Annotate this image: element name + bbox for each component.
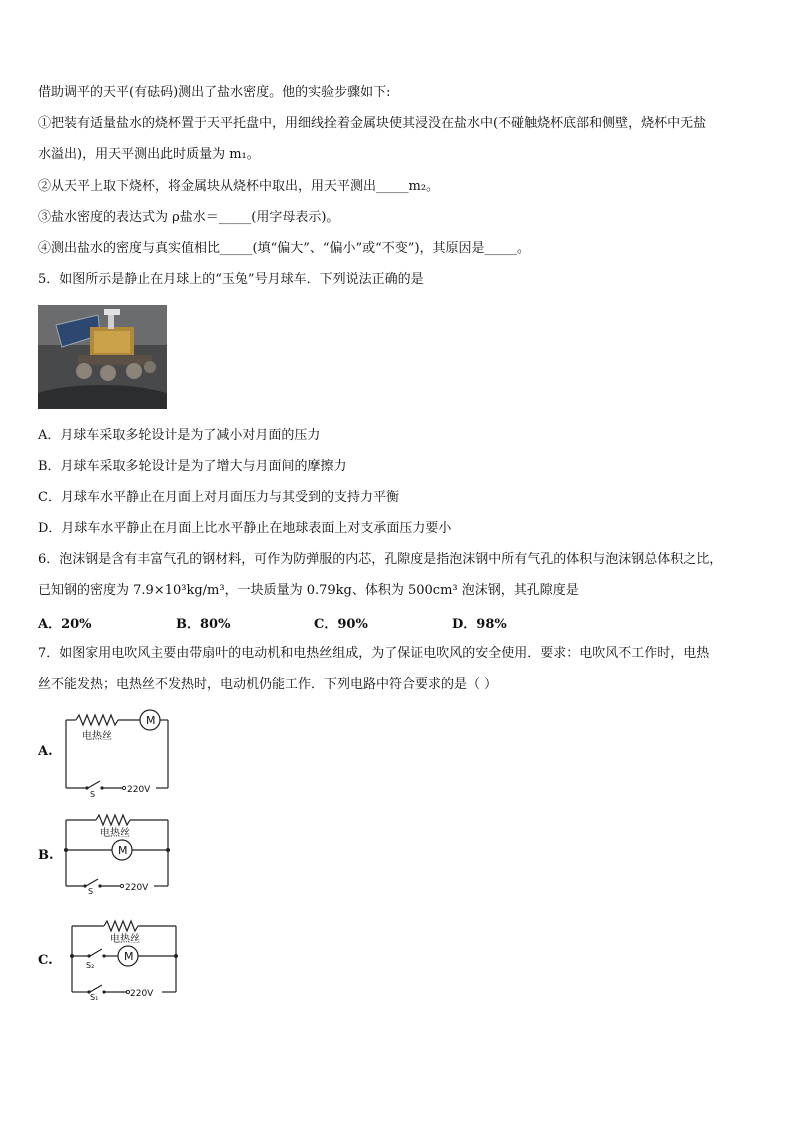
circuit-c-switch-2 (90, 949, 102, 956)
circuit-b-diagram (60, 812, 180, 898)
q6-option-c: C．90% (314, 617, 368, 632)
circuit-b-heater-label: 电热丝 (100, 828, 130, 839)
q7-stem-line2: 丝不能发热；电热丝不发热时，电动机仍能工作．下列电路中符合要求的是（ ） (38, 677, 498, 692)
circuit-c-heater-resistor (104, 921, 138, 931)
q5-option-a: A．月球车采取多轮设计是为了减小对月面的压力 (38, 428, 321, 443)
circuit-b-voltage-label: 220V (125, 883, 149, 893)
q5-option-b: B．月球车采取多轮设计是为了增大与月面间的摩擦力 (38, 459, 347, 474)
circuit-c-diagram (66, 918, 184, 1004)
circuit-a-heater-resistor (76, 715, 118, 725)
circuit-a-heater-label: 电热丝 (82, 731, 112, 742)
circuit-c-switch2-label: S₂ (86, 961, 95, 970)
circuit-c-label: C. (38, 953, 53, 968)
circuit-b-label: B. (38, 848, 54, 863)
q4-step1-line1: ①把装有适量盐水的烧杯置于天平托盘中，用细线拴着金属块使其浸没在盐水中(不碰触烧杯底部和侧壁，烧杯中无盐 (38, 116, 707, 131)
circuit-c-motor-label: M (124, 950, 134, 963)
circuit-b-motor-label: M (118, 844, 128, 857)
circuit-a-motor-label: M (146, 714, 156, 727)
circuit-c-voltage-label: 220V (130, 989, 154, 999)
q4-intro: 借助调平的天平(有砝码)测出了盐水密度。他的实验步骤如下: (38, 85, 391, 100)
q6-option-a: A．20% (38, 617, 92, 632)
q4-step4: ④测出盐水的密度与真实值相比_____(填“偏大”、“偏小”或“不变”)，其原因是_____。 (38, 241, 531, 256)
q7-stem-line1: 7．如图家用电吹风主要由带扇叶的电动机和电热丝组成，为了保证电吹风的安全使用．要求：电吹风不工作时，电热 (38, 646, 710, 661)
circuit-b-switch (86, 879, 98, 886)
lunar-rover-photo (38, 305, 167, 409)
q6-option-b: B．80% (176, 617, 231, 632)
q6-stem-line1: 6．泡沫钢是含有丰富气孔的钢材料，可作为防弹服的内芯，孔隙度是指泡沫钢中所有气孔的体积与泡沫钢总体积之比， (38, 552, 723, 567)
circuit-a-label: A. (38, 744, 53, 759)
q5-option-c: C．月球车水平静止在月面上对月面压力与其受到的支持力平衡 (38, 490, 399, 505)
q6-stem-line2: 已知钢的密度为 7.9×10³kg/m³，一块质量为 0.79kg、体积为 500cm³ 泡沫钢，其孔隙度是 (38, 583, 579, 598)
circuit-a-switch-label: S (90, 790, 96, 798)
circuit-c-heater-label: 电热丝 (110, 934, 140, 945)
circuit-b-heater-resistor (96, 815, 130, 825)
circuit-a-diagram (60, 706, 180, 802)
q5-stem: 5．如图所示是静止在月球上的“玉兔”号月球车．下列说法正确的是 (38, 272, 424, 287)
q5-option-d: D．月球车水平静止在月面上比水平静止在地球表面上对支承面压力要小 (38, 521, 452, 536)
q4-step2: ②从天平上取下烧杯，将金属块从烧杯中取出，用天平测出_____m₂。 (38, 179, 440, 194)
q4-step3: ③盐水密度的表达式为 ρ盐水＝_____(用字母表示)。 (38, 210, 340, 225)
circuit-c-switch1-label: S₁ (90, 993, 99, 1000)
circuit-a-voltage-label: 220V (127, 785, 151, 795)
circuit-c-switch-1 (90, 985, 102, 992)
circuit-a-switch (88, 781, 100, 788)
lunar-rover-image (38, 305, 167, 409)
circuit-b-switch-label: S (88, 887, 94, 894)
q4-step1-line2: 水溢出)，用天平测出此时质量为 m₁。 (38, 147, 260, 162)
q6-option-d: D．98% (452, 617, 507, 632)
